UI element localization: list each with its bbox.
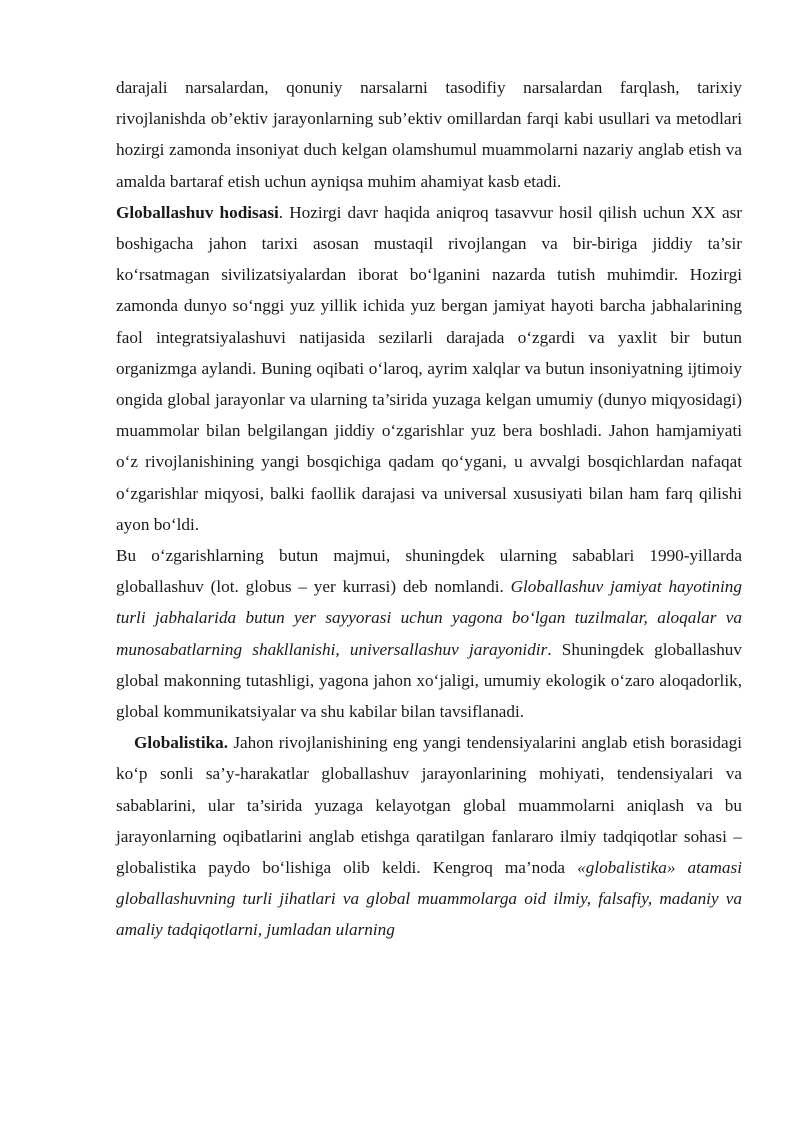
- paragraph-1-text: darajali narsalardan, qonuniy narsalarni tasodifiy narsalardan farqlash, tarixiy rivojlanishda ob’ektiv jarayonlarning sub’ektiv omillardan farqi kabi usullari va metodlari hozirgi zamonda insoniyat duch kelgan olamshumul muammolarni nazariy anglab etish va amalda bartaraf etish uchun ayniqsa muhim ahamiyat kasb etadi.: [116, 78, 742, 191]
- document-page: [116, 72, 742, 946]
- heading-globallashuv-hodisasi: Globallashuv hodisasi: [116, 202, 279, 222]
- heading-globalistika: Globalistika.: [134, 733, 229, 753]
- paragraph-1: [116, 72, 742, 197]
- paragraph-3: [116, 540, 742, 727]
- paragraph-4-text: Jahon rivojlanishining eng yangi tendensiyalarini anglab etish borasidagi ko‘p sonli sa’y-harakatlar globallashuv jarayonlarining mohiyati, tendensiyalari va sabablarini, ular ta’sirida yuzaga kelayotgan global muammolarni aniqlash va bu jarayonlarning oqibatlarini anglab etishga qaratilgan fanlararo ilmiy tadqiqotlar sohasi – globalistika paydo bo‘lishiga olib keldi. Kengroq ma’noda: [116, 733, 742, 878]
- paragraph-4: [116, 727, 742, 945]
- paragraph-3-text-after: . Shuningdek globallashuv global makonning tutashligi, yagona jahon xo‘jaligi, umumiy ekologik o‘zaro aloqadorlik, global kommunikatsiyalar va shu kabilar bilan tavsiflanadi.: [116, 639, 742, 722]
- paragraph-2-text: . Hozirgi davr haqida aniqroq tasavvur hosil qilish uchun XX asr boshigacha jahon tarixi asosan mustaqil rivojlangan va bir-biriga jiddiy ta’sir ko‘rsatmagan sivilizatsiyalardan iborat bo‘lganini nazarda tutish muhimdir. Hozirgi zamonda dunyo so‘nggi yuz yillik ichida yuz bergan jamiyat hayoti barcha jabhalarining faol integratsiyalashuvi natijasida sezilarli darajada o‘zgardi va yaxlit bir butun organizmga aylandi. Buning oqibati o‘laroq, ayrim xalqlar va butun insoniyatning ijtimoiy ongida global jarayonlar va ularning ta’sirida yuzaga kelgan umumiy (dunyo miqyosidagi) muammolar bilan belgilangan jiddiy o‘zgarishlar yuz bera boshladi. Jahon hamjamiyati o‘z rivojlanishining yangi bosqichiga qadam qo‘ygani, u avvalgi bosqichlardan nafaqat o‘zgarishlar miqyosi, balki faollik darajasi va universal xususiyati bilan ham farq qilishi ayon bo‘ldi.: [116, 202, 743, 534]
- paragraph-2: [116, 197, 742, 540]
- paragraph-4-definition: «globalistika» atamasi globallashuvning turli jihatlari va global muammolarga oid ilmiy, falsafiy, madaniy va amaliy tadqiqotlarni, jumladan ularning: [116, 858, 742, 940]
- paragraph-3-text-before: Bu o‘zgarishlarning butun majmui, shuningdek ularning sabablari 1990-yillarda globallashuv (lot. globus – yer kurrasi) deb nomlandi.: [116, 546, 742, 597]
- paragraph-3-definition: Globallashuv jamiyat hayotining turli jabhalarida butun yer sayyorasi uchun yagona bo‘lgan tuzilmalar, aloqalar va munosabatlarning shakllanishi, universallashuv jarayonidir: [116, 577, 742, 659]
